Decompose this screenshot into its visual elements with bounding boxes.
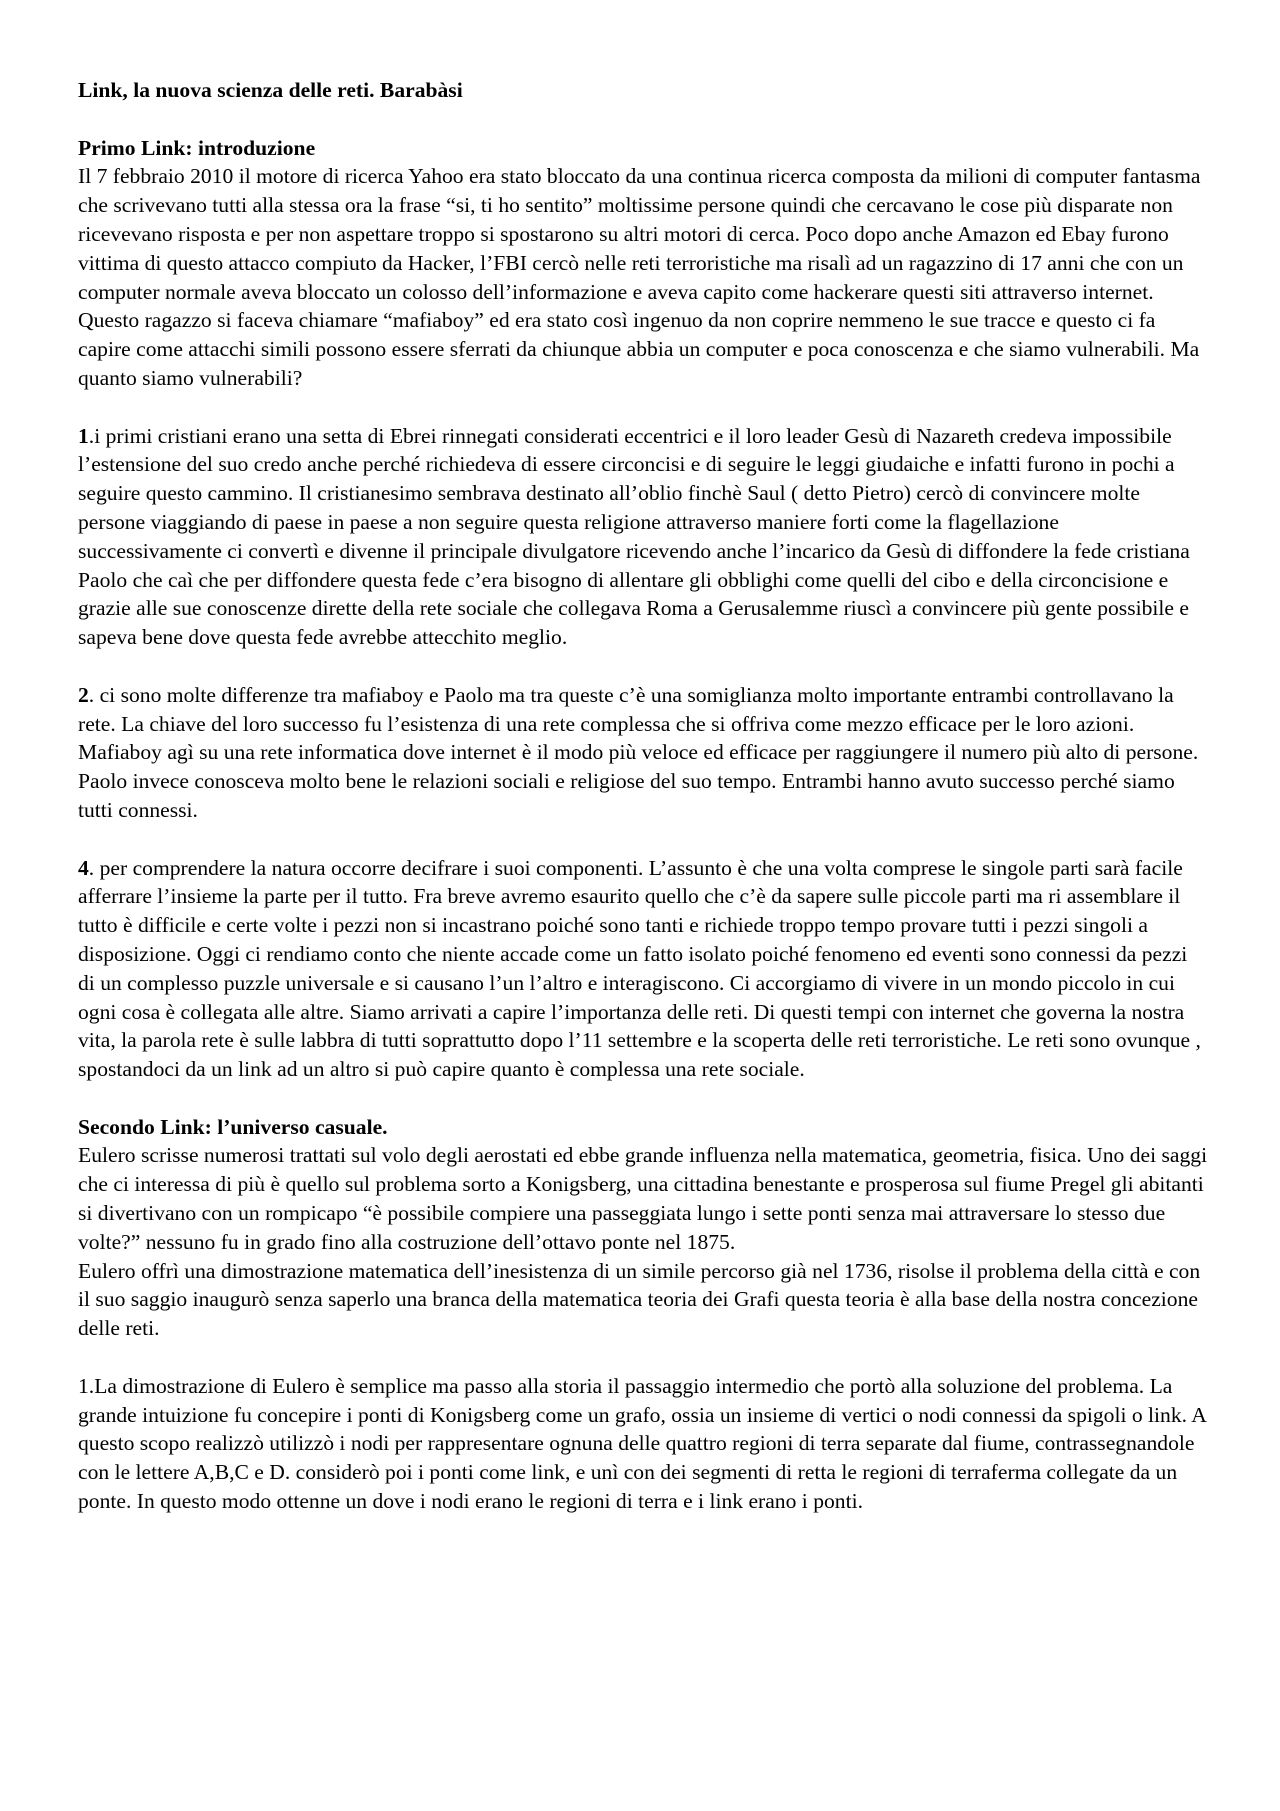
paragraph-intro: Il 7 febbraio 2010 il motore di ricerca Yahoo era stato bloccato da una continua ricerca composta da milioni di computer fantasma che scrivevano tutti alla stessa ora la frase “si, ti ho sentito” moltissime persone quindi che cercavano le cose più disparate non ricevevano risposta e per non aspettare troppo si spostarono su altri motori di cerca. Poco dopo anche Amazon ed Ebay furono vittima di questo attacco compiuto da Hacker, l’FBI cercò nelle reti terroristiche ma risalì ad un ragazzino di 17 anni che con un computer normale aveva bloccato un colosso dell’informazione e aveva capito come hackerare questi siti attraverso internet. Questo ragazzo si faceva chiamare “mafiaboy” ed era stato così ingenuo da non coprire nemmeno le sue tracce e questo ci fa capire come attacchi simili possono essere sferrati da chiunque abbia un computer e poca conoscenza e che siamo vulnerabili. Ma quanto siamo vulnerabili? bbox=[78, 164, 1201, 390]
spacer bbox=[78, 652, 1208, 681]
paragraph-text: . ci sono molte differenze tra mafiaboy e Paolo ma tra queste c’è una somiglianza molto importante entrambi controllavano la rete. La chiave del loro successo fu l’esistenza di una rete complessa che si offriva come mezzo efficace per le loro azioni. Mafiaboy agì su una rete informatica dove internet è il modo più veloce ed efficace per raggiungere il numero più alto di persone. Paolo invece conosceva molto bene le relazioni sociali e religiose del suo tempo. Entrambi hanno avuto successo perché siamo tutti connessi. bbox=[78, 682, 1199, 822]
spacer bbox=[78, 393, 1208, 422]
paragraph-1 bbox=[78, 422, 1208, 652]
paragraph-grafo: 1.La dimostrazione di Eulero è semplice ma passo alla storia il passaggio intermedio che portò alla soluzione del problema. La grande intuizione fu concepire i ponti di Konigsberg come un grafo, ossia un insieme di vertici o nodi connessi da spigoli o link. A questo scopo realizzò utilizzò i nodi per rappresentare ognuna delle quattro regioni di terra separate dal fiume, contrassegnandole con le lettere A,B,C e D. considerò poi i ponti come link, e unì con dei segmenti di retta le regioni di terraferma collegate da un ponte. In questo modo ottenne un dove i nodi erano le regioni di terra e i link erano i ponti. bbox=[78, 1373, 1206, 1514]
paragraph-number: 4 bbox=[78, 855, 89, 880]
paragraph-2 bbox=[78, 681, 1208, 825]
document-page bbox=[78, 76, 1208, 1516]
spacer bbox=[78, 825, 1208, 854]
paragraph-number: 1 bbox=[78, 423, 89, 448]
section-heading-primo-link: Primo Link: introduzione bbox=[78, 135, 316, 160]
paragraph-number: 2 bbox=[78, 682, 89, 707]
paragraph-text: . per comprendere la natura occorre decifrare i suoi componenti. L’assunto è che una volta comprese le singole parti sarà facile afferrare l’insieme la parte per il tutto. Fra breve avremo esaurito quello che c’è da sapere sulle piccole parti ma ri assemblare il tutto è difficile e certe volte i pezzi non si incastrano poiché sono tanti e richiede troppo tempo provare tutti i pezzi singoli a disposizione. Oggi ci rendiamo conto che niente accade come un fatto isolato poiché fenomeno ed eventi sono connessi da pezzi di un complesso puzzle universale e si causano l’un l’altro e interagiscono. Ci accorgiamo di vivere in un mondo piccolo in cui ogni cosa è collegata alle altre. Siamo arrivati a capire l’importanza delle reti. Di questi tempi con internet che governa la nostra vita, la parola rete è sulle labbra di tutti soprattutto dopo l’11 settembre e la scoperta delle reti terroristiche. Le reti sono ovunque , spostandoci da un link ad un altro si può capire quanto è complessa una rete sociale. bbox=[78, 855, 1201, 1082]
spacer bbox=[78, 1343, 1208, 1372]
paragraph-eulero-dimostrazione: Eulero offrì una dimostrazione matematica dell’inesistenza di un simile percorso già nel 1736, risolse il problema della città e con il suo saggio inaugurò senza saperlo una branca della matematica teoria dei Grafi questa teoria è alla base della nostra concezione delle reti. bbox=[78, 1258, 1201, 1341]
paragraph-eulero-intro: Eulero scrisse numerosi trattati sul volo degli aerostati ed ebbe grande influenza nella matematica, geometria, fisica. Uno dei saggi che ci interessa di più è quello sul problema sorto a Konigsberg, una cittadina benestante e prosperosa sul fiume Pregel gli abitanti si divertivano con un rompicapo “è possibile compiere una passeggiata lungo i sette ponti senza mai attraversare lo stesso due volte?” nessuno fu in grado fino alla costruzione dell’ottavo ponte nel 1875. bbox=[78, 1143, 1208, 1254]
paragraph-4 bbox=[78, 854, 1208, 1084]
section-heading-secondo-link: Secondo Link: l’universo casuale. bbox=[78, 1114, 388, 1139]
spacer bbox=[78, 1084, 1208, 1113]
spacer bbox=[78, 105, 1208, 134]
paragraph-text: .i primi cristiani erano una setta di Ebrei rinnegati considerati eccentrici e il loro leader Gesù di Nazareth credeva impossibile l’estensione del suo credo anche perché richiedeva di essere circoncisi e di seguire le leggi giudaiche e infatti furono in pochi a seguire questo cammino. Il cristianesimo sembrava destinato all’oblio finchè Saul ( detto Pietro) cercò di convincere molte persone viaggiando di paese in paese a non seguire questa religione attraverso maniere forti come la flagellazione successivamente ci convertì e divenne il principale divulgatore ricevendo anche l’incarico da Gesù di diffondere la fede cristiana Paolo che caì che per diffondere questa fede c’era bisogno di allentare gli obblighi come quelli del cibo e della circoncisione e grazie alle sue conoscenze dirette della rete sociale che collegava Roma a Gerusalemme riuscì a convincere più gente possibile e sapeva bene dove questa fede avrebbe attecchito meglio. bbox=[78, 423, 1190, 650]
document-title: Link, la nuova scienza delle reti. Barabàsi bbox=[78, 78, 463, 102]
